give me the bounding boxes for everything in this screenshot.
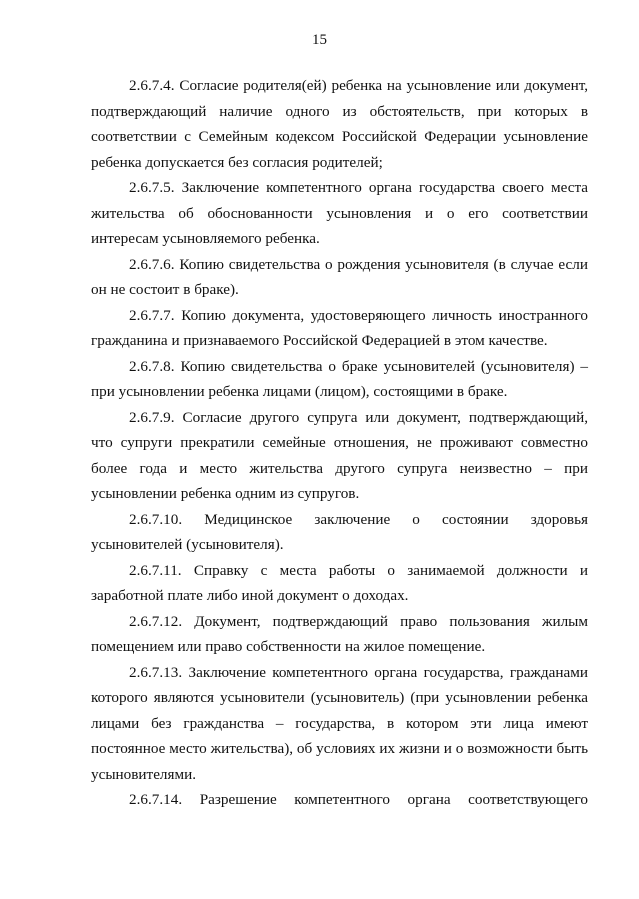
item-number: 2.6.7.12. [129,612,183,630]
item-text: Копию свидетельства о браке усыновителей (усыновителя) – при усыновлении ребенка лицами (лицом), состоящими в браке. [91,357,589,400]
paragraph-2-6-7-13 [91,660,588,788]
paragraph-2-6-7-14 [91,787,588,813]
paragraph-2-6-7-7 [91,303,588,354]
item-text: Согласие другого супруга или документ, подтверждающий, что супруги прекратили семейные отношения, не проживают совместно более года и место жительства другого супруга неизвестно – при усыновлении ребенка одним из супругов. [91,408,588,502]
paragraph-2-6-7-4 [91,73,588,175]
item-text: Заключение компетентного органа государства своего места жительства об обоснованности усыновления и о его соответствии интересам усыновляемого ребенка. [91,179,589,247]
item-text: Документ, подтверждающий право пользования жилым помещением или право собственности на жилое помещение. [91,612,588,655]
item-text: Копию свидетельства о рождения усыновителя (в случае если он не состоит в браке). [91,255,588,298]
item-text: Заключение компетентного органа государства, гражданами которого являются усыновители (усыновитель) (при усыновлении ребенка лицами без гражданства – государства, в котором эти лица имеют постоянное место жительства), об условиях их жизни и о возможности быть усыновителями. [91,663,589,783]
item-number: 2.6.7.5. [129,179,175,196]
item-text: Справку с места работы о занимаемой должности и заработной плате либо иной документ о доходах. [91,561,588,604]
item-number: 2.6.7.9. [129,408,175,426]
item-text: Согласие родителя(ей) ребенка на усыновление или документ, подтверждающий наличие одного из обстоятельств, при которых в соответствии с Семейным кодексом Российской Федерации усыновление ребенка допускается без согласия родителей; [91,77,589,171]
item-text: Разрешение компетентного органа соответствующего [199,791,588,808]
paragraph-2-6-7-9 [91,405,588,507]
item-number: 2.6.7.13. [129,663,183,681]
item-number: 2.6.7.8. [129,357,175,375]
item-number: 2.6.7.14. [129,791,183,808]
paragraph-2-6-7-12 [91,609,588,660]
item-text: Копию документа, удостоверяющего личность иностранного гражданина и признаваемого Российской Федерацией в этом качестве. [91,306,588,349]
paragraph-2-6-7-5 [91,175,588,252]
page-number: 15 [312,32,327,48]
document-body [91,73,588,813]
paragraph-2-6-7-6 [91,252,588,303]
paragraph-2-6-7-8 [91,354,588,405]
paragraph-2-6-7-10 [91,507,588,558]
item-number: 2.6.7.6. [129,255,175,273]
item-number: 2.6.7.10. [129,510,183,528]
item-number: 2.6.7.7. [129,306,175,324]
item-text: Медицинское заключение о состоянии здоровья усыновителей (усыновителя). [91,510,589,553]
item-number: 2.6.7.4. [129,77,175,94]
paragraph-2-6-7-11 [91,558,588,609]
item-number: 2.6.7.11. [129,561,182,579]
